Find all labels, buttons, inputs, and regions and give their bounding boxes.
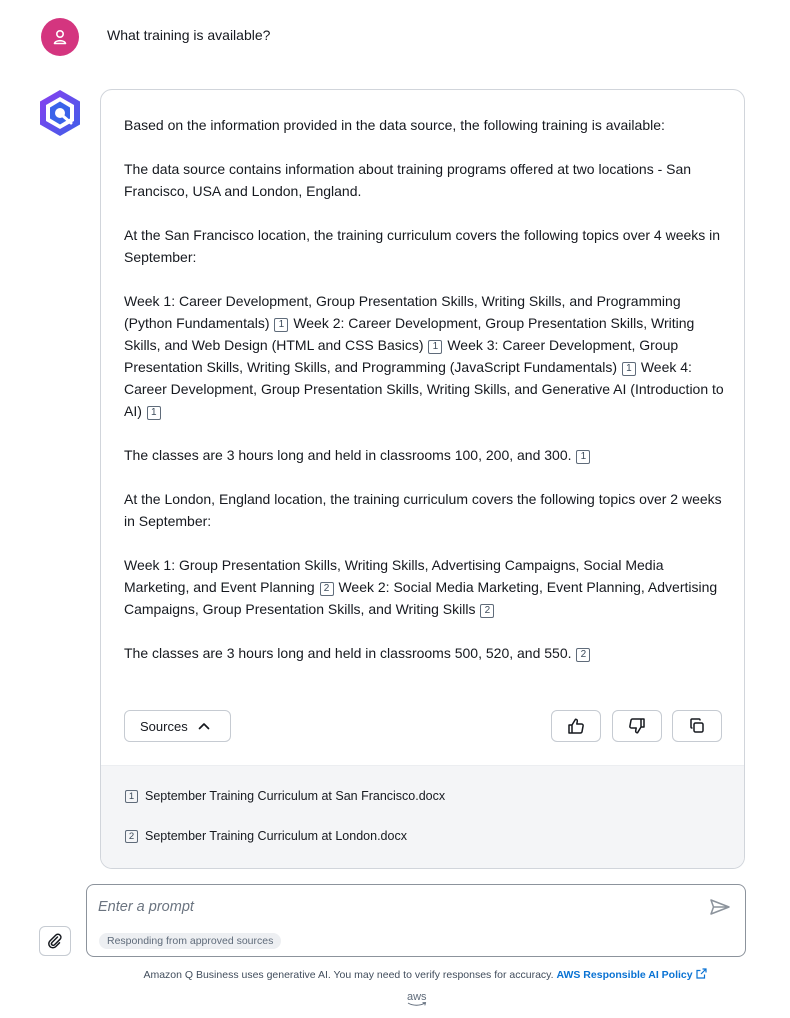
paperclip-icon [47,933,63,949]
answer-paragraph: Based on the information provided in the data source, the following training is available: [124,117,665,133]
user-question: What training is available? [107,27,271,43]
prompt-box [86,884,746,957]
london-week-1-text: Week 1: Group Presentation Skills, Writing Skills, Advertising Campaigns, Social Media Marketing, and Event Planning [124,557,664,595]
london-classes-text: The classes are 3 hours long and held in classrooms 500, 520, and 550. [124,645,572,661]
london-weeks-paragraph [124,554,728,620]
send-button[interactable] [707,895,733,919]
citation-marker[interactable]: 1 [622,362,636,376]
citation-marker[interactable]: 2 [576,648,590,662]
prompt-input[interactable] [98,896,688,918]
thumbs-up-button[interactable] [551,710,601,742]
citation-marker[interactable]: 1 [147,406,161,420]
sources-panel [101,765,745,869]
disclaimer [0,968,790,981]
responsible-ai-policy-link[interactable] [556,969,706,981]
amazon-q-logo-icon [37,88,83,138]
aws-logo-text: aws [407,991,427,1003]
sf-weeks-paragraph [124,290,728,422]
sf-week-4-text: Week 4: Career Development, Group Presentation Skills, Writing Skills, and Generative AI (Introduction to AI) [124,359,724,419]
sf-week-3-text: Week 3: Career Development, Group Presentation Skills, Writing Skills, and Programming (JavaScript Fundamentals) [124,337,679,375]
source-name: September Training Curriculum at London.docx [145,829,407,843]
aws-logo [407,991,427,1007]
sources-toggle-label: Sources [140,718,188,734]
thumbs-up-icon [567,717,585,735]
thumbs-down-icon [628,717,646,735]
sf-classes-paragraph [124,444,728,466]
copy-button[interactable] [672,710,722,742]
sf-week-1-text: Week 1: Career Development, Group Presentation Skills, Writing Skills, and Programming (Python Fundamentals) [124,293,681,331]
citation-marker[interactable]: 1 [274,318,288,332]
answer-card [100,89,745,869]
chevron-up-icon [198,722,210,730]
external-link-icon [696,968,707,979]
copy-icon [688,717,706,735]
citation-marker[interactable]: 2 [480,604,494,618]
answer-body [124,114,728,686]
user-avatar [41,18,79,56]
sources-toggle-button[interactable] [124,710,231,742]
answer-paragraph: The data source contains information about training programs offered at two locations - San Francisco, USA and London, England. [124,161,692,199]
citation-marker[interactable]: 2 [320,582,334,596]
source-number: 2 [125,830,138,843]
london-intro-paragraph: At the London, England location, the training curriculum covers the following topics over 2 weeks in September: [124,491,722,529]
thumbs-down-button[interactable] [612,710,662,742]
citation-marker[interactable]: 1 [428,340,442,354]
citation-marker[interactable]: 1 [576,450,590,464]
approved-sources-badge: Responding from approved sources [99,933,281,949]
source-name: September Training Curriculum at San Francisco.docx [145,789,446,803]
disclaimer-text: Amazon Q Business uses generative AI. You may need to verify responses for accuracy. [143,969,554,981]
policy-link-label: AWS Responsible AI Policy [556,969,693,981]
send-icon [709,898,731,916]
attach-file-button[interactable] [39,926,71,956]
source-item[interactable] [124,789,445,803]
sf-week-2-text: Week 2: Career Development, Group Presentation Skills, Writing Skills, and Web Design (HTML and CSS Basics) [124,315,695,353]
sf-classes-text: The classes are 3 hours long and held in classrooms 100, 200, and 300. [124,447,572,463]
london-classes-paragraph [124,642,728,664]
user-icon [51,28,69,46]
answer-paragraph: At the San Francisco location, the training curriculum covers the following topics over 4 weeks in September: [124,227,721,265]
source-item[interactable] [124,829,407,843]
london-week-2-text: Week 2: Social Media Marketing, Event Planning, Advertising Campaigns, Group Presentation Skills, and Writing Skills [124,579,718,617]
source-number: 1 [125,790,138,803]
